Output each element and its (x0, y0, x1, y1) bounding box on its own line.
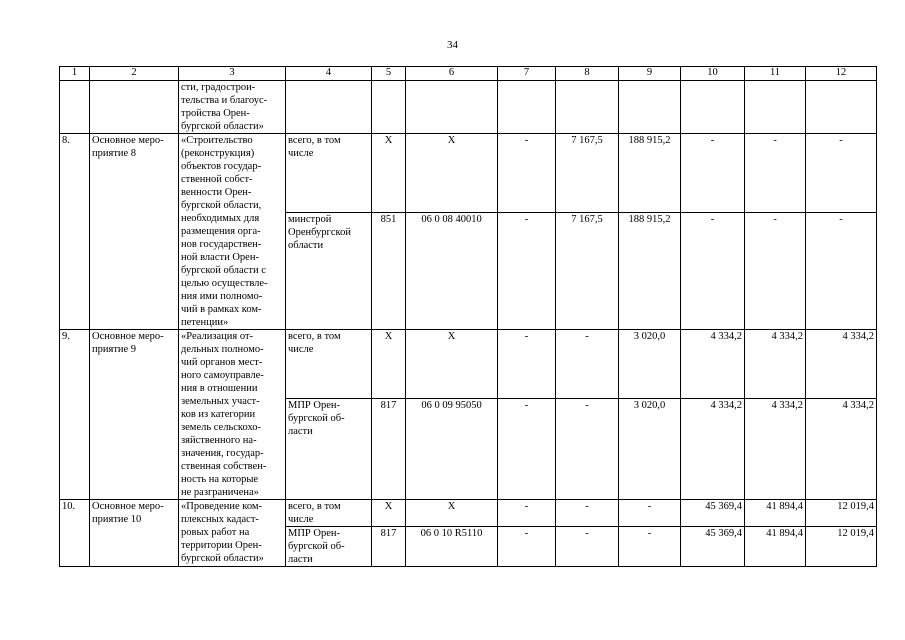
value-cell: 12 019,4 (806, 527, 877, 567)
value-cell: - (498, 330, 556, 399)
event-number: 8. (60, 134, 90, 330)
value-cell: 188 915,2 (619, 212, 681, 329)
budget-table (59, 66, 877, 567)
value-cell: - (556, 330, 619, 399)
table-row (60, 330, 877, 399)
header-cell: 1 (60, 67, 90, 81)
event-label: Основное меро- приятие 10 (90, 500, 179, 567)
value-cell: 3 020,0 (619, 330, 681, 399)
value-cell: 4 334,2 (806, 330, 877, 399)
executor-cell: всего, в том числе (286, 134, 372, 213)
continued-title-cell: сти, градострои- тельства и благоус- тройства Орен- бургской области» (179, 81, 286, 134)
value-cell: 4 334,2 (681, 398, 745, 500)
header-cell: 5 (372, 67, 406, 81)
code-cell: Х (406, 330, 498, 399)
event-title: «Проведение ком- плексных кадаст- ровых работ на территории Орен- бургской области» (179, 500, 286, 567)
grbs-cell: 851 (372, 212, 406, 329)
value-cell: 4 334,2 (745, 330, 806, 399)
value-cell: 41 894,4 (745, 500, 806, 527)
value-cell: - (681, 134, 745, 213)
value-cell: - (681, 212, 745, 329)
value-cell: 4 334,2 (681, 330, 745, 399)
value-cell: - (806, 212, 877, 329)
code-cell: 06 0 10 R5110 (406, 527, 498, 567)
value-cell: - (556, 398, 619, 500)
value-cell: - (619, 500, 681, 527)
event-label: Основное меро- приятие 9 (90, 330, 179, 500)
value-cell: 45 369,4 (681, 527, 745, 567)
value-cell: 188 915,2 (619, 134, 681, 213)
grbs-cell: Х (372, 134, 406, 213)
header-cell: 12 (806, 67, 877, 81)
header-row (60, 67, 877, 81)
code-cell: Х (406, 134, 498, 213)
event-number: 9. (60, 330, 90, 500)
code-cell: 06 0 09 95050 (406, 398, 498, 500)
header-cell: 6 (406, 67, 498, 81)
header-cell: 7 (498, 67, 556, 81)
header-cell: 11 (745, 67, 806, 81)
header-cell: 2 (90, 67, 179, 81)
value-cell: 7 167,5 (556, 134, 619, 213)
value-cell: - (498, 527, 556, 567)
executor-cell: всего, в том числе (286, 330, 372, 399)
value-cell: 3 020,0 (619, 398, 681, 500)
value-cell: - (498, 212, 556, 329)
header-cell: 9 (619, 67, 681, 81)
executor-cell: всего, в том числе (286, 500, 372, 527)
executor-cell: МПР Орен- бургской об- ласти (286, 527, 372, 567)
event-title: «Реализация от- дельных полномо- чий органов мест- ного самоуправле- ния в отношении земельных участ- ков из категории земель сельскохо- зяйственного на- значения, государ- ственная собствен- ность на которые не разграничена» (179, 330, 286, 500)
value-cell: 45 369,4 (681, 500, 745, 527)
event-number: 10. (60, 500, 90, 567)
value-cell: - (556, 527, 619, 567)
table-row (60, 134, 877, 213)
value-cell: - (806, 134, 877, 213)
value-cell: 4 334,2 (745, 398, 806, 500)
value-cell: - (498, 500, 556, 527)
event-title: «Строительство (реконструкция) объектов государ- ственной собст- венности Орен- бургской области, необходимых для размещения орга- нов государствен- ной власти Орен- бургской области с целью осуществле- ния ими полномо- чий в рамках ком- петенции» (179, 134, 286, 330)
header-cell: 3 (179, 67, 286, 81)
value-cell: 41 894,4 (745, 527, 806, 567)
value-cell: - (498, 134, 556, 213)
event-label: Основное меро- приятие 8 (90, 134, 179, 330)
header-cell: 10 (681, 67, 745, 81)
value-cell: - (619, 527, 681, 567)
grbs-cell: Х (372, 330, 406, 399)
value-cell: - (745, 134, 806, 213)
value-cell: 12 019,4 (806, 500, 877, 527)
table-row (60, 500, 877, 527)
value-cell: 4 334,2 (806, 398, 877, 500)
header-cell: 8 (556, 67, 619, 81)
continuation-row (60, 81, 877, 134)
code-cell: Х (406, 500, 498, 527)
page-number: 34 (447, 39, 458, 51)
grbs-cell: 817 (372, 398, 406, 500)
value-cell: - (745, 212, 806, 329)
value-cell: - (556, 500, 619, 527)
code-cell: 06 0 08 40010 (406, 212, 498, 329)
grbs-cell: Х (372, 500, 406, 527)
value-cell: - (498, 398, 556, 500)
value-cell: 7 167,5 (556, 212, 619, 329)
grbs-cell: 817 (372, 527, 406, 567)
header-cell: 4 (286, 67, 372, 81)
executor-cell: МПР Орен- бургской об- ласти (286, 398, 372, 500)
executor-cell: минстрой Оренбургской области (286, 212, 372, 329)
